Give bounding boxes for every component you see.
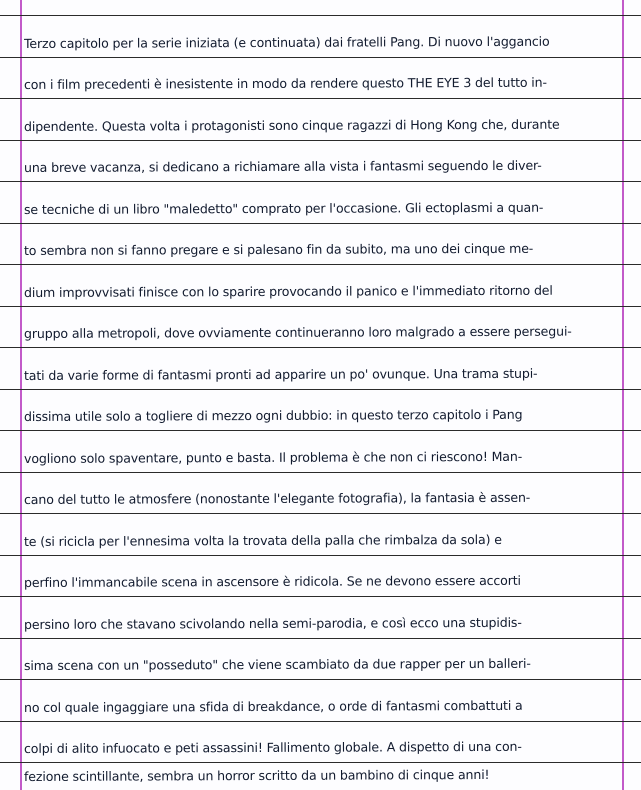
margin-line-left: [20, 0, 22, 790]
ruled-line: [0, 513, 641, 514]
handwritten-line: cano del tutto le atmosfere (nonostante l'elegante fotografia), la fantasia è assen-: [23, 489, 531, 507]
ruled-line: [0, 15, 641, 16]
handwritten-line: colpi di alito infuocato e peti assassini! Fallimento globale. A dispetto di una con-: [23, 738, 522, 756]
ruled-line: [0, 472, 641, 473]
handwritten-line: persino loro che stavano scivolando nella semi-parodia, e così ecco una stupidis-: [23, 614, 522, 632]
handwritten-line: tati da varie forme di fantasmi pronti ad apparire un po' ovunque. Una trama stupi-: [23, 365, 538, 383]
ruled-line: [0, 389, 641, 390]
ruled-line: [0, 638, 641, 639]
handwritten-line: se tecniche di un libro "maledetto" comprato per l'occasione. Gli ectoplasmi a quan-: [23, 199, 544, 217]
ruled-line: [0, 264, 641, 265]
handwritten-line: Terzo capitolo per la serie iniziata (e continuata) dai fratelli Pang. Di nuovo l'aggancio: [23, 33, 550, 51]
handwritten-line: dium improvvisati finisce con lo sparire provocando il panico e l'immediato ritorno del: [23, 282, 553, 300]
handwritten-line: no col quale ingaggiare una sfida di breakdance, o orde di fantasmi combattuti a: [23, 697, 523, 715]
ruled-line: [0, 223, 641, 224]
handwritten-line: te (si ricicla per l'ennesima volta la trovata della palla che rimbalza da sola) e: [23, 531, 502, 549]
ruled-line: [0, 57, 641, 58]
handwritten-line: dipendente. Questa volta i protagonisti sono cinque ragazzi di Hong Kong che, durante: [23, 116, 560, 134]
handwritten-line: vogliono solo spaventare, punto e basta. Il problema è che non ci riescono! Man-: [23, 448, 523, 466]
handwritten-line: dissima utile solo a togliere di mezzo ogni dubbio: in questo terzo capitolo i Pang: [23, 406, 523, 424]
ruled-line: [0, 140, 641, 141]
ruled-line: [0, 181, 641, 182]
ruled-line: [0, 555, 641, 556]
ruled-line: [0, 347, 641, 348]
handwritten-line: to sembra non si fanno pregare e si palesano fin da subito, ma uno dei cinque me-: [23, 240, 534, 258]
ruled-line: [0, 430, 641, 431]
ruled-line: [0, 596, 641, 597]
handwritten-line: una breve vacanza, si dedicano a richiamare alla vista i fantasmi seguendo le diver-: [23, 157, 542, 175]
handwritten-line: fezione scintillante, sembra un horror scritto da un bambino di cinque anni!: [23, 766, 490, 784]
handwritten-line: sima scena con un "posseduto" che viene scambiato da due rapper per un balleri-: [23, 655, 531, 673]
ruled-line: [0, 98, 641, 99]
ruled-line: [0, 721, 641, 722]
handwritten-line: con i film precedenti è inesistente in modo da rendere questo THE EYE 3 del tutto in-: [23, 74, 547, 92]
ruled-line: [0, 306, 641, 307]
handwritten-line: perfino l'immancabile scena in ascensore è ridicola. Se ne devono essere accorti: [23, 572, 521, 590]
handwritten-line: gruppo alla metropoli, dove ovviamente continueranno loro malgrado a essere persegui-: [23, 323, 572, 341]
ruled-line: [0, 679, 641, 680]
